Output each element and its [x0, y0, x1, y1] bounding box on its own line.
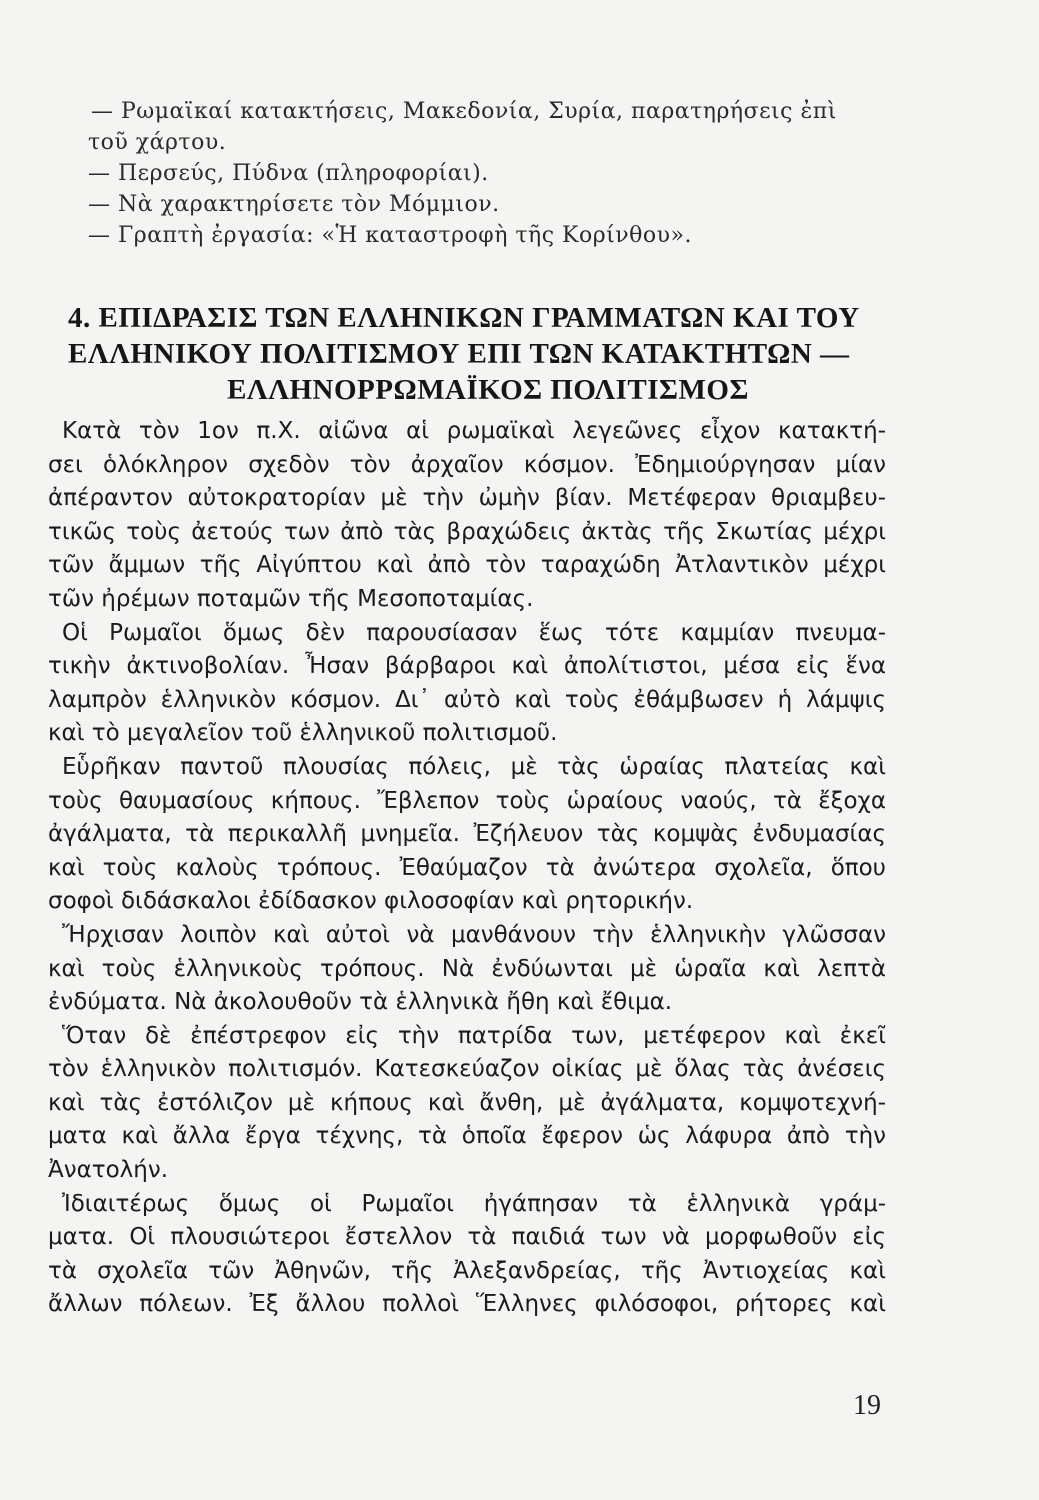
- text-line: ἀπέραντον αὐτοκρατορίαν μὲ τὴν ὠμὴν βίαν. Μετέφεραν θριαμβευ-: [48, 485, 886, 512]
- section-heading: [68, 300, 888, 408]
- text-line: τὸν ἑλληνικὸν πολιτισμόν. Κατεσκεύαζον οἰκίας μὲ ὅλας τὰς ἀνέσεις: [48, 1056, 886, 1083]
- text-line: Εὗρῆκαν παντοῦ πλουσίας πόλεις, μὲ τὰς ὡραίας πλατείας καὶ: [62, 753, 886, 780]
- text-line: τικῶς τοὺς ἀετούς των ἀπὸ τὰς βραχώδεις ἀκτὰς τῆς Σκωτίας μέχρι: [48, 518, 886, 545]
- text-line: Κατὰ τὸν 1ον π.Χ. αἰῶνα αἱ ρωμαϊκαὶ λεγεῶνες εἶχον κατακτή-: [62, 418, 886, 444]
- heading-line: 4. ΕΠΙΔΡΑΣΙΣ ΤΩΝ ΕΛΛΗΝΙΚΩΝ ΓΡΑΜΜΑΤΩΝ ΚΑΙ ΤΟΥ: [68, 302, 860, 334]
- text-line: Ἰδιαιτέρως ὅμως οἱ Ρωμαῖοι ἠγάπησαν τὰ ἑλληνικὰ γράμ-: [62, 1190, 886, 1217]
- text-line: τικὴν ἀκτινοβολίαν. Ἦσαν βάρβαροι καὶ ἀπολίτιστοι, μέσα εἰς ἕνα: [48, 653, 886, 680]
- text-line: ἄλλων πόλεων. Ἐξ ἄλλου πολλοὶ Ἕλληνες φιλόσοφοι, ρήτορες καὶ: [48, 1291, 886, 1318]
- text-line: τῶν ἠρέμων ποταμῶν τῆς Μεσοποταμίας.: [48, 585, 534, 612]
- note-line: — Ρωμαϊκαί κατακτήσεις, Μακεδονία, Συρία, παρατηρήσεις ἐπὶ: [91, 99, 837, 124]
- text-line: τὰ σχολεῖα τῶν Ἀθηνῶν, τῆς Ἀλεξανδρείας, τῆς Ἀντιοχείας καὶ: [48, 1257, 886, 1284]
- text-line: ματα. Οἱ πλουσιώτεροι ἔστελλον τὰ παιδιά των νὰ μορφωθοῦν εἰς: [48, 1224, 886, 1251]
- text-line: Ἤρχισαν λοιπὸν καὶ αὐτοὶ νὰ μανθάνουν τὴν ἑλληνικὴν γλῶσσαν: [62, 921, 886, 948]
- text-line: ἐνδύματα. Νὰ ἀκολουθοῦν τὰ ἑλληνικὰ ἤθη καὶ ἔθιμα.: [48, 989, 673, 1016]
- text-line: καὶ τοὺς ἑλληνικοὺς τρόπους. Νὰ ἐνδύωνται μὲ ὡραῖα καὶ λεπτὰ: [48, 955, 886, 982]
- note-line: — Νὰ χαρακτηρίσετε τὸν Μόμμιον.: [88, 192, 500, 217]
- heading-line: ΕΛΛΗΝΟΡΡΩΜΑΪΚΟΣ ΠΟΛΙΤΙΣΜΟΣ: [227, 374, 749, 406]
- text-line: Οἱ Ρωμαῖοι ὅμως δὲν παρουσίασαν ἕως τότε καμμίαν πνευμα-: [62, 619, 886, 646]
- body-text: [48, 415, 886, 1322]
- text-line: λαμπρὸν ἑλληνικὸν κόσμον. Δι᾽ αὐτὸ καὶ τοὺς ἐθάμβωσεν ἡ λάμψις: [48, 686, 886, 713]
- text-line: καὶ τὸ μεγαλεῖον τοῦ ἑλληνικοῦ πολιτισμοῦ.: [48, 720, 558, 747]
- note-line: — Γραπτὴ ἐργασία: «Ἡ καταστροφὴ τῆς Κορίνθου».: [88, 223, 692, 248]
- text-line: τῶν ἄμμων τῆς Αἰγύπτου καὶ ἀπὸ τὸν ταραχώδη Ἀτλαντικὸν μέχρι: [48, 552, 886, 579]
- text-line: σοφοὶ διδάσκαλοι ἐδίδασκον φιλοσοφίαν καὶ ρητορικήν.: [48, 888, 694, 915]
- heading-line: ΕΛΛΗΝΙΚΟΥ ΠΟΛΙΤΙΣΜΟΥ ΕΠΙ ΤΩΝ ΚΑΤΑΚΤΗΤΩΝ —: [68, 338, 850, 370]
- page-number: 19: [853, 1390, 881, 1421]
- text-line: ἀγάλματα, τὰ περικαλλῆ μνημεῖα. Ἐζήλευον τὰς κομψὰς ἐνδυμασίας: [48, 821, 886, 848]
- text-line: ματα καὶ ἄλλα ἔργα τέχνης, τὰ ὁποῖα ἔφερον ὡς λάφυρα ἀπὸ τὴν: [48, 1123, 886, 1150]
- text-line: καὶ τοὺς καλοὺς τρόπους. Ἐθαύμαζον τὰ ἀνώτερα σχολεῖα, ὅπου: [48, 854, 886, 881]
- note-line: τοῦ χάρτου.: [88, 130, 227, 155]
- text-line: σει ὁλόκληρον σχεδὸν τὸν ἀρχαῖον κόσμον. Ἐδημιούργησαν μίαν: [48, 451, 886, 478]
- text-line: Ἀνατολήν.: [48, 1157, 169, 1184]
- review-notes: [88, 96, 888, 251]
- text-line: Ὅταν δὲ ἐπέστρεφον εἰς τὴν πατρίδα των, μετέφερον καὶ ἐκεῖ: [62, 1022, 886, 1049]
- text-line: τοὺς θαυμασίους κήπους. Ἔβλεπον τοὺς ὡραίους ναούς, τὰ ἔξοχα: [48, 787, 886, 814]
- text-line: καὶ τὰς ἐστόλιζον μὲ κήπους καὶ ἄνθη, μὲ ἀγάλματα, κομψοτεχνή-: [48, 1089, 886, 1116]
- note-line: — Περσεύς, Πύδνα (πληροφορίαι).: [88, 161, 489, 186]
